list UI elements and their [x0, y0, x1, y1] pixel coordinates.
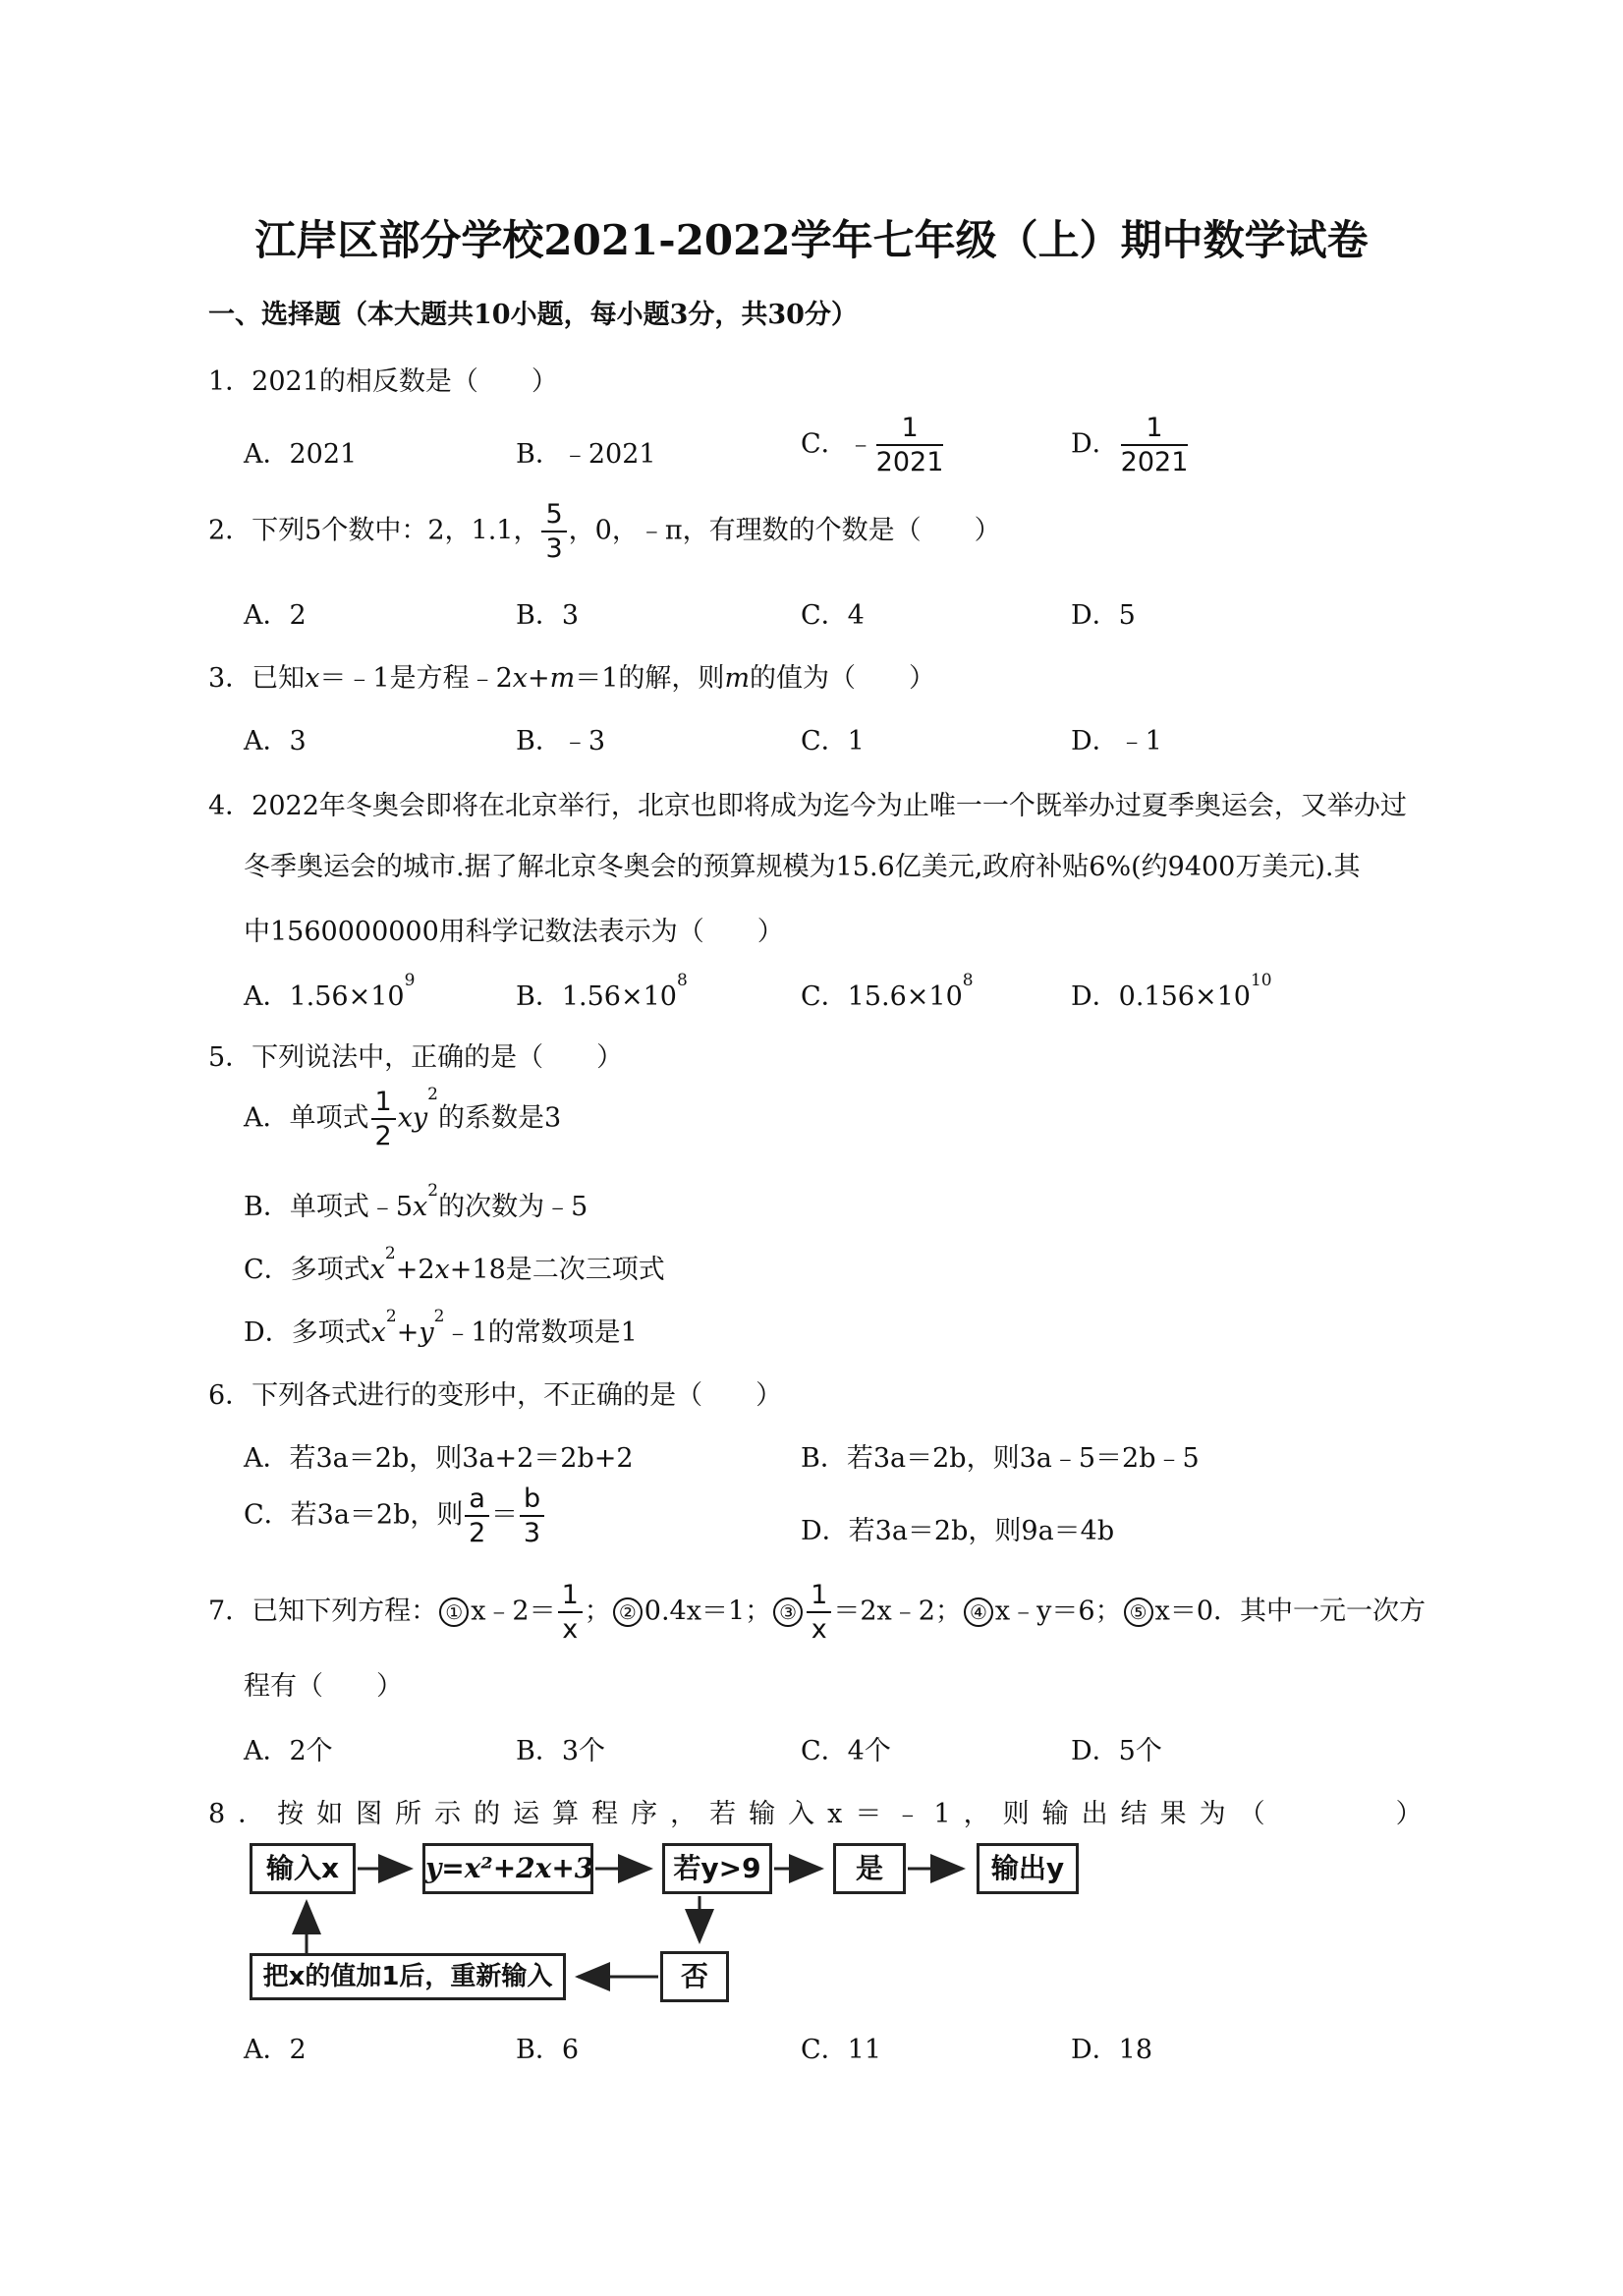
q7-option-b: B．3个 — [516, 1736, 606, 1766]
q5-option-b: B．单项式$﹣5x^2$的次数为﹣5 — [244, 1181, 588, 1222]
q1-option-d: D． $\frac{1}{2021}$ — [1071, 413, 1189, 477]
question-1-stem: 1．2021的相反数是（ ） — [208, 366, 558, 397]
q2-option-b: B．3 — [516, 600, 580, 631]
q5-option-a: A．单项式 $\frac{1}{2}$ $xy^2$的系数是3 — [244, 1085, 562, 1151]
q4-option-c: C．$15.6\times 10^8$ — [801, 971, 974, 1012]
q1-option-a: A．2021 — [244, 439, 358, 470]
q2-option-d: D．5 — [1071, 600, 1136, 631]
section-heading: 一、选择题（本大题共10小题，每小题3分，共30分） — [208, 300, 858, 330]
q3-option-c: C．1 — [801, 726, 865, 756]
flow-output-box: 输出y — [977, 1843, 1079, 1894]
q8-option-c: C．11 — [801, 2035, 882, 2065]
q5-option-d: D．多项式$x^2+y^2﹣1$的常数项是1 — [244, 1307, 638, 1348]
flow-input-box: 输入x — [250, 1843, 356, 1894]
q4-option-a: A．$1.56\times 10^9$ — [244, 971, 416, 1012]
flow-no-box: 否 — [660, 1951, 729, 2002]
q2-option-c: C．4 — [801, 600, 865, 631]
question-4-line-3: 中1560000000用科学记数法表示为（ ） — [244, 917, 784, 947]
question-7-line-2: 程有（ ） — [244, 1671, 403, 1702]
q8-option-d: D．18 — [1071, 2035, 1153, 2065]
question-3-stem: 3．已知x＝﹣1是方程﹣2x+m＝1的解，则m的值为（ ） — [208, 663, 936, 694]
question-4-line-1: 4．2022年冬奥会即将在北京举行，北京也即将成为迄今为止唯一一个既举办过夏季奥运会，又举办过 — [208, 791, 1407, 821]
q6-option-b: B．若3a＝2b，则3a﹣5＝2b﹣5 — [801, 1443, 1200, 1474]
q4-option-b: B．$1.56\times 10^8$ — [516, 971, 688, 1012]
q6-option-d: D．若3a＝2b，则9a＝4b — [801, 1516, 1115, 1546]
flow-yes-box: 是 — [833, 1843, 906, 1894]
flow-formula-box: y=x²+2x+3 — [422, 1843, 593, 1894]
q8-option-a: A．2 — [244, 2035, 307, 2065]
flow-condition-box: 若y>9 — [662, 1843, 772, 1894]
q1-option-c: C．﹣ $\frac{1}{2021}$ — [801, 413, 944, 477]
question-7-stem: 7．已知下列方程： ① x﹣2＝ $\frac{1}{x}$ ； ② 0.4x＝1； ③ $\frac{1}{x}$ ＝2x﹣2； ④ x﹣y＝6； ⑤ x＝0．其中一元一次方 — [208, 1580, 1426, 1645]
q5-option-c: C．多项式$x^2+2x+18$是二次三项式 — [244, 1244, 665, 1285]
question-5-stem: 5．下列说法中，正确的是（ ） — [208, 1042, 624, 1073]
q3-option-d: D．﹣1 — [1071, 726, 1162, 756]
q6-option-c: C．若3a＝2b，则 $\frac{a}{2}$ ＝ $\frac{b}{3}$ — [244, 1485, 546, 1546]
q3-option-a: A．3 — [244, 726, 307, 756]
q3-option-b: B．﹣3 — [516, 726, 606, 756]
question-6-stem: 6．下列各式进行的变形中，不正确的是（ ） — [208, 1380, 783, 1411]
question-2-stem: 2．下列5个数中：2，1.1， $\frac{5}{3}$ ，0，﹣π，有理数的个数是（ ） — [208, 499, 1001, 564]
q7-option-a: A．2个 — [244, 1736, 333, 1766]
q4-option-d: D．$0.156\times 10^{10}$ — [1071, 971, 1272, 1012]
q2-option-a: A．2 — [244, 600, 307, 631]
question-8-stem: 8．按如图所示的运算程序，若输入x＝﹣1，则输出结果为（ ） — [208, 1799, 1435, 1829]
flow-loop-box: 把x的值加1后，重新输入 — [250, 1953, 566, 2000]
q8-option-b: B．6 — [516, 2035, 580, 2065]
question-4-line-2: 冬季奥运会的城市.据了解北京冬奥会的预算规模为15.6亿美元,政府补贴6%(约9400万美元).其 — [244, 852, 1361, 882]
q7-option-c: C．4个 — [801, 1736, 891, 1766]
q6-option-a: A．若3a＝2b，则3a+2＝2b+2 — [244, 1443, 634, 1474]
q1-option-b: B．﹣2021 — [516, 439, 656, 470]
q7-option-d: D．5个 — [1071, 1736, 1162, 1766]
page-title: 江岸区部分学校2021-2022学年七年级（上）期中数学试卷 — [254, 216, 1369, 264]
